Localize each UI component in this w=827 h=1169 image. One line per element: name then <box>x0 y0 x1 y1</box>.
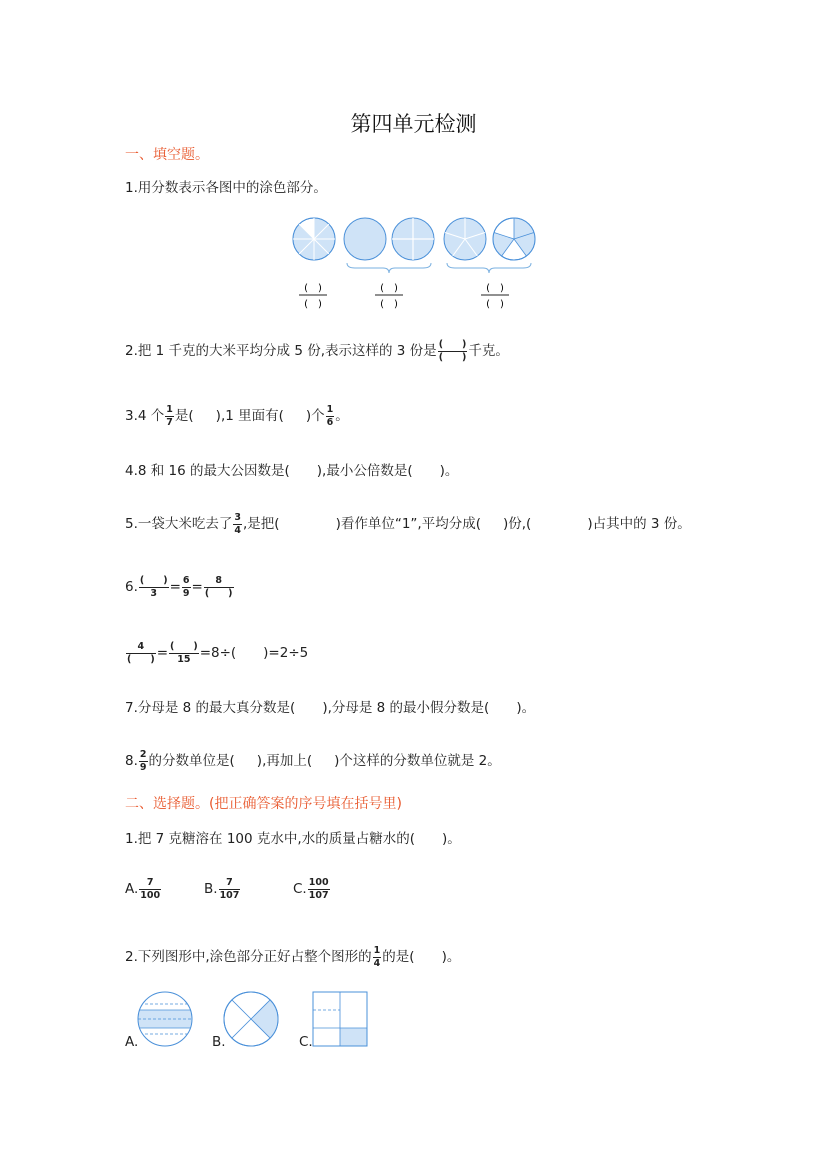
brace-group-2 <box>347 263 431 273</box>
question-6-number: 6. <box>125 579 138 595</box>
circle-quarters-figure <box>392 218 434 260</box>
equals-sign: = <box>156 645 168 661</box>
svg-text:( ): ( ) <box>380 283 398 294</box>
choice-question-2 <box>125 946 460 968</box>
question-4-text: 4.8 和 16 的最大公因数是( ),最小公倍数是( )。 <box>125 463 459 479</box>
answer-blank-2[interactable] <box>375 283 403 310</box>
question-5-text-b: ,是把( <box>243 516 280 532</box>
choice-2-option-c-label[interactable]: C. <box>299 1034 313 1050</box>
question-5 <box>125 513 691 535</box>
fraction-one-seventh: $\frac{1}{7}$ <box>166 404 173 428</box>
question-2 <box>125 340 509 362</box>
fraction-4-over-blank[interactable]: $\frac{4}{( )}$ <box>127 641 155 665</box>
choice-2-figure-a[interactable] <box>136 990 196 1050</box>
section-heading-multiple-choice: 二、选择题。(把正确答案的序号填在括号里) <box>125 796 402 812</box>
svg-text:( ): ( ) <box>304 299 322 310</box>
question-7-text: 7.分母是 8 的最大真分数是( ),分母是 8 的最小假分数是( )。 <box>125 700 536 716</box>
choice-1-option-c[interactable]: C. $\frac{100}{107}$ <box>293 877 329 901</box>
question-6-line-2 <box>125 642 308 664</box>
fraction-blank-over-3[interactable]: $\frac{( )}{3}$ <box>139 575 168 599</box>
question-5-text-a: 5.一袋大米吃去了 <box>125 516 233 532</box>
choice-1-option-a[interactable]: A. $\frac{7}{100}$ <box>125 877 161 901</box>
choice-2-option-b-label[interactable]: B. <box>212 1034 226 1050</box>
choice-2-figure-b[interactable] <box>222 990 282 1050</box>
page-title: 第四单元检测 <box>350 112 477 136</box>
fraction-three-quarters: $\frac{3}{4}$ <box>234 512 242 536</box>
fraction-8-over-blank[interactable]: $\frac{8}{( )}$ <box>204 575 233 599</box>
equals-sign: = <box>169 579 181 595</box>
question-3-text-a: 3.4 个 <box>125 408 165 424</box>
question-3-text-d: )个 <box>305 408 325 424</box>
question-2-text: 2.把 1 千克的大米平均分成 5 份,表示这样的 3 份是 <box>125 343 437 359</box>
question-3-text-b: 是( <box>174 408 194 424</box>
question-1-figures <box>285 210 545 320</box>
question-1-text: 1.用分数表示各图中的涂色部分。 <box>125 180 327 196</box>
question-6-line-1 <box>125 576 235 598</box>
svg-text:( ): ( ) <box>304 283 322 294</box>
svg-text:( ): ( ) <box>486 299 504 310</box>
choice-1-option-b[interactable]: B. $\frac{7}{107}$ <box>204 877 240 901</box>
brace-group-3 <box>447 263 531 273</box>
circle-fifths-partial-figure <box>493 218 535 260</box>
circle-eighths-figure <box>293 218 335 260</box>
fraction-blank-over-15[interactable]: $\frac{( )}{15}$ <box>170 641 198 665</box>
question-3-text-e: 。 <box>335 408 349 424</box>
question-3-text-c: ),1 里面有( <box>215 408 284 424</box>
choice-2-option-a-label[interactable]: A. <box>125 1034 139 1050</box>
question-8-text-b: ),再加上( <box>256 753 313 769</box>
question-8-text-c: )个这样的分数单位就是 2。 <box>334 753 501 769</box>
fraction-one-sixth: $\frac{1}{6}$ <box>326 404 334 428</box>
fraction-six-ninths: $\frac{6}{9}$ <box>182 575 190 599</box>
question-8-text-a: 的分数单位是( <box>148 753 235 769</box>
equals-sign: = <box>191 579 203 595</box>
choice-question-2-text-b: 的是( )。 <box>382 949 461 965</box>
question-8 <box>125 750 501 772</box>
answer-fraction-blank[interactable]: $\frac{( )}{( )}$ <box>438 339 467 363</box>
question-5-text-d: )份,( <box>502 516 532 532</box>
svg-text:( ): ( ) <box>380 299 398 310</box>
question-2-unit: 千克。 <box>468 343 509 359</box>
circle-whole-figure <box>344 218 386 260</box>
section-heading-fill-in: 一、填空题。 <box>125 147 209 163</box>
circle-fifths-full-figure <box>444 218 486 260</box>
question-3 <box>125 405 349 427</box>
fraction-two-ninths: $\frac{2}{9}$ <box>139 749 147 773</box>
fraction-one-quarter: $\frac{1}{4}$ <box>373 945 381 969</box>
choice-2-figure-c[interactable] <box>312 991 370 1048</box>
answer-blank-3[interactable] <box>481 283 509 310</box>
svg-text:( ): ( ) <box>486 283 504 294</box>
choice-question-1-text: 1.把 7 克糖溶在 100 克水中,水的质量占糖水的( )。 <box>125 831 461 847</box>
question-6-tail: =8÷( )=2÷5 <box>199 645 309 661</box>
question-5-text-e: )占其中的 3 份。 <box>587 516 691 532</box>
choice-question-2-text-a: 2.下列图形中,涂色部分正好占整个图形的 <box>125 949 372 965</box>
question-5-text-c: )看作单位“1”,平均分成( <box>335 516 481 532</box>
answer-blank-1[interactable] <box>299 283 327 310</box>
question-8-number: 8. <box>125 753 138 769</box>
